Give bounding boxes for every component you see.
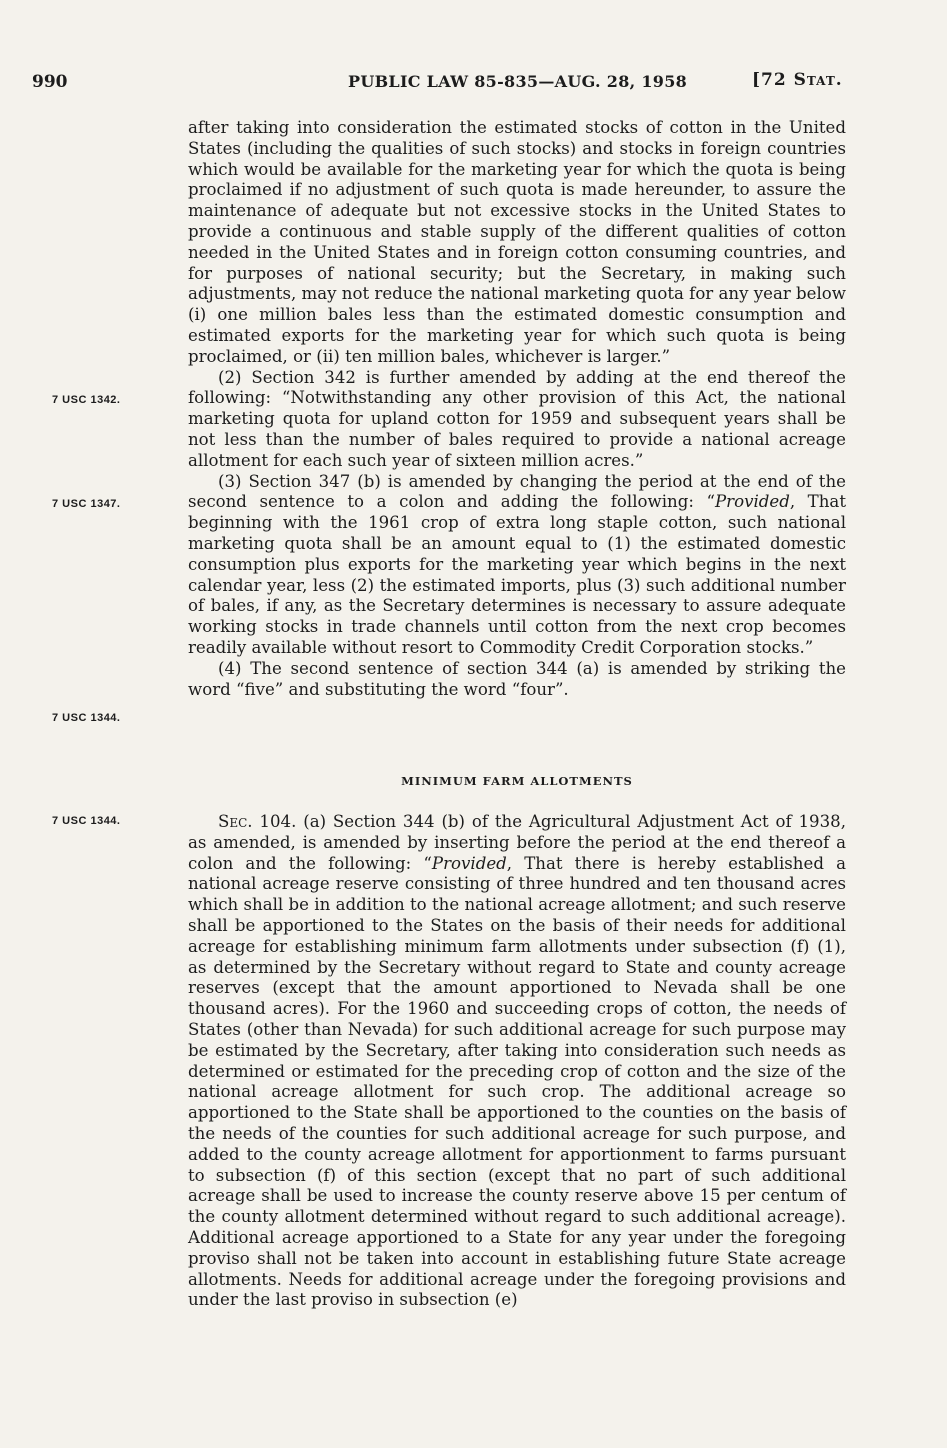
margin-note-usc-1344-a: 7 USC 1344. [52, 712, 121, 724]
paragraph-item-4: (4) The second sentence of section 344 (a) is amended by striking the word “five” and substituting the word “four”. [188, 658, 846, 699]
margin-note-usc-1347: 7 USC 1347. [52, 498, 121, 510]
page-number: 990 [32, 72, 68, 92]
body-text-block-2 [188, 812, 846, 1311]
section-label: Sec. 104. [218, 812, 297, 831]
volume-reference: [72 Stat. [752, 70, 843, 90]
margin-note-usc-1342: 7 USC 1342. [52, 394, 121, 406]
section-104-paragraph: Sec. 104. (a) Section 344 (b) of the Agricultural Adjustment Act of 1938, as amended, is amended by inserting before the period at the end thereof a colon and the following: “Provided, That there is hereby established a national acreage reserve consisting of three hundred and ten thousand acres which shall be in addition to the national acreage allotment; and such reserve shall be apportioned to the States on the basis of their needs for additional acreage for establishing minimum farm allotments under subsection (f) (1), as determined by the Secretary without regard to State and county acreage reserves (except that the amount apportioned to Nevada shall be one thousand acres). For the 1960 and succeeding crops of cotton, the needs of States (other than Nevada) for such additional acreage for such purpose may be estimated by the Secretary, after taking into consideration such needs as determined or estimated for the preceding crop of cotton and the size of the national acreage allotment for such crop. The additional acreage so apportioned to the State shall be apportioned to the counties on the basis of the needs of the counties for such additional acreage for such purpose, and added to the county acreage allotment for apportionment to farms pursuant to subsection (f) of this section (except that no part of such additional acreage shall be used to increase the county reserve above 15 per centum of the county allotment determined without regard to such additional acreage). Additional acreage apportioned to a State for any year under the foregoing proviso shall not be taken into account in establishing future State acreage allotments. Needs for additional acreage under the foregoing provisions and under the last proviso in subsection (e) [188, 812, 847, 1310]
paragraph-item-3: (3) Section 347 (b) is amended by changing the period at the end of the second sentence to a colon and adding the following: “Provided, That beginning with the 1961 crop of extra long staple cotton, such national marketing quota shall be an amount equal to (1) the estimated domestic consumption plus exports for the marketing year which begins in the next calendar year, less (2) the estimated imports, plus (3) such additional number of bales, if any, as the Secretary determines is necessary to assure adequate working stocks in trade channels until cotton from the next crop becomes readily available without resort to Commodity Credit Corporation stocks.” [188, 471, 846, 657]
paragraph-continuation: after taking into consideration the estimated stocks of cotton in the United States (including the qualities of such stocks) and stocks in foreign countries which would be available for the marketing year for which the quota is being proclaimed if no adjustment of such quota is made hereunder, to assure the maintenance of adequate but not excessive stocks in the United States to provide a continuous and stable supply of the different qualities of cotton needed in the United States and in foreign cotton consuming countries, and for purposes of national security; but the Secretary, in making such adjustments, may not reduce the national marketing quota for any year below (i) one million bales less than the estimated domestic consumption and estimated exports for the marketing year for which such quota is being proclaimed, or (ii) ten million bales, whichever is larger.” [188, 118, 846, 366]
body-text-block-1 [188, 118, 846, 700]
section-heading: MINIMUM FARM ALLOTMENTS [401, 774, 633, 788]
margin-note-usc-1344-b: 7 USC 1344. [52, 815, 121, 827]
paragraph-item-2: (2) Section 342 is further amended by adding at the end thereof the following: “Notwithstanding any other provision of this Act, the national marketing quota for upland cotton for 1959 and subsequent years shall be not less than the number of bales required to provide a national acreage allotment for each such year of sixteen million acres.” [188, 367, 846, 470]
page-header [0, 72, 947, 102]
running-head: PUBLIC LAW 85-835—AUG. 28, 1958 [348, 72, 688, 91]
